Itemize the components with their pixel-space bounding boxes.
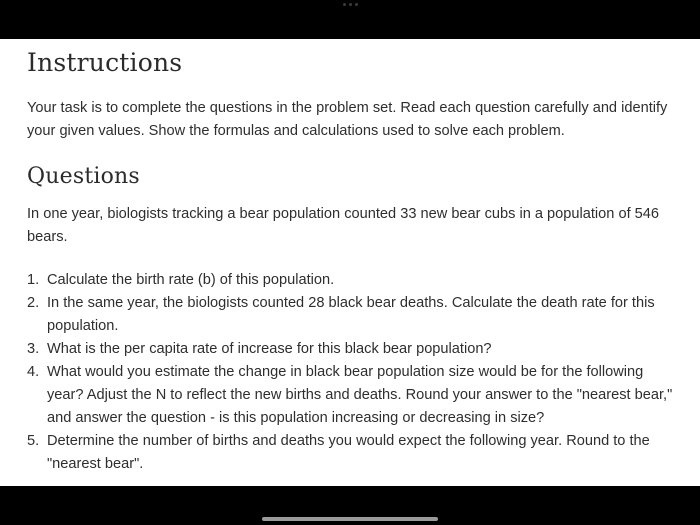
question-list: [27, 269, 677, 476]
question-text: What is the per capita rate of increase for this black bear population?: [47, 341, 492, 357]
scenario-text: In one year, biologists tracking a bear population counted 33 new bear cubs in a population of 546 bears.: [27, 206, 660, 245]
dot: [349, 3, 352, 6]
questions-heading: Questions: [27, 164, 140, 189]
status-dots-indicator: [340, 3, 360, 7]
question-number: 5.: [27, 433, 40, 449]
question-text: Calculate the birth rate (b) of this population.: [47, 272, 335, 288]
question-item-3: [27, 338, 677, 361]
question-item-1: [27, 269, 677, 292]
question-item-2: [27, 292, 677, 338]
question-text: What would you estimate the change in black bear population size would be for the following year? Adjust the N to reflect the new births and deaths. Round your answer to the "nearest bear," and answer the question - is this population increasing or decreasing in size?: [47, 364, 673, 426]
document-page: [0, 39, 700, 486]
dot: [343, 3, 346, 6]
question-number: 2.: [27, 295, 40, 311]
instructions-text: Your task is to complete the questions in the problem set. Read each question carefully and identify your given values. Show the formulas and calculations used to solve each problem.: [27, 100, 668, 139]
dot: [355, 3, 358, 6]
question-number: 4.: [27, 364, 40, 380]
home-indicator-bar[interactable]: [262, 517, 438, 521]
question-item-4: [27, 361, 677, 430]
question-text: In the same year, the biologists counted 28 black bear deaths. Calculate the death rate for this population.: [47, 295, 655, 334]
question-item-5: [27, 430, 677, 476]
instructions-heading: Instructions: [27, 48, 183, 77]
question-text: Determine the number of births and deaths you would expect the following year. Round to the "nearest bear".: [47, 433, 650, 472]
question-number: 3.: [27, 341, 40, 357]
question-number: 1.: [27, 272, 40, 288]
